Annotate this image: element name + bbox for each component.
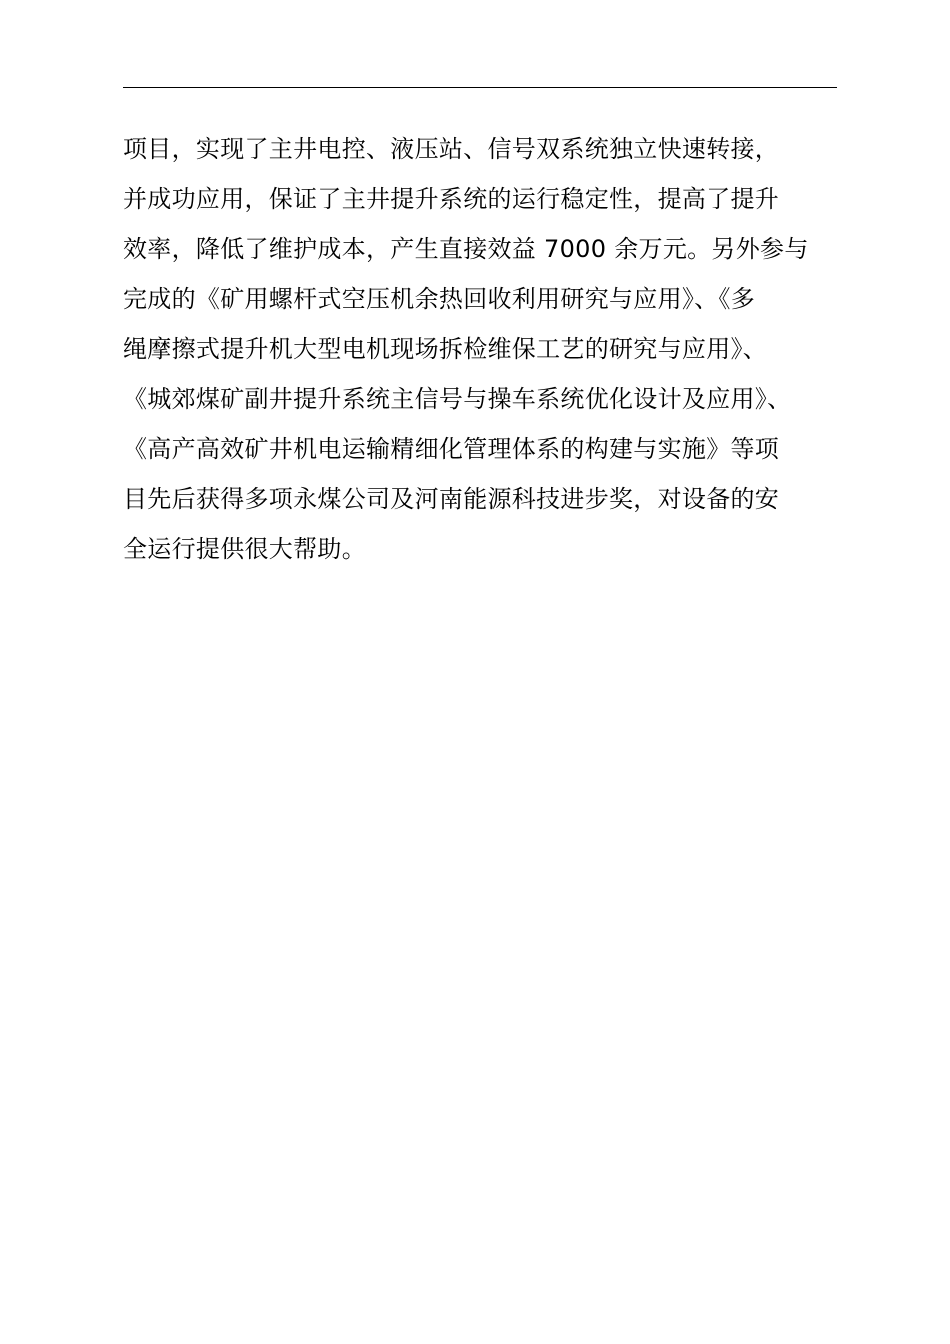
paragraph-line: 绳摩擦式提升机大型电机现场拆检维保工艺的研究与应用》、 (123, 335, 768, 363)
paragraph-line: 效率，降低了维护成本，产生直接效益 7000 余万元。另外参与 (123, 235, 809, 263)
paragraph-line: 项目，实现了主井电控、液压站、信号双系统独立快速转接， (123, 135, 780, 163)
paragraph-line: 《高产高效矿井机电运输精细化管理体系的构建与实施》等项 (123, 435, 780, 463)
paragraph-line: 《城郊煤矿副井提升系统主信号与操车系统优化设计及应用》、 (123, 385, 792, 413)
paragraph-line: 完成的《矿用螺杆式空压机余热回收利用研究与应用》、《多 (123, 285, 756, 313)
paragraph-line: 全运行提供很大帮助。 (123, 535, 366, 563)
header-rule (123, 87, 837, 88)
paragraph-line: 并成功应用，保证了主井提升系统的运行稳定性，提高了提升 (123, 185, 780, 213)
paragraph-line: 目先后获得多项永煤公司及河南能源科技进步奖，对设备的安 (123, 485, 780, 513)
body-paragraph (123, 124, 843, 574)
